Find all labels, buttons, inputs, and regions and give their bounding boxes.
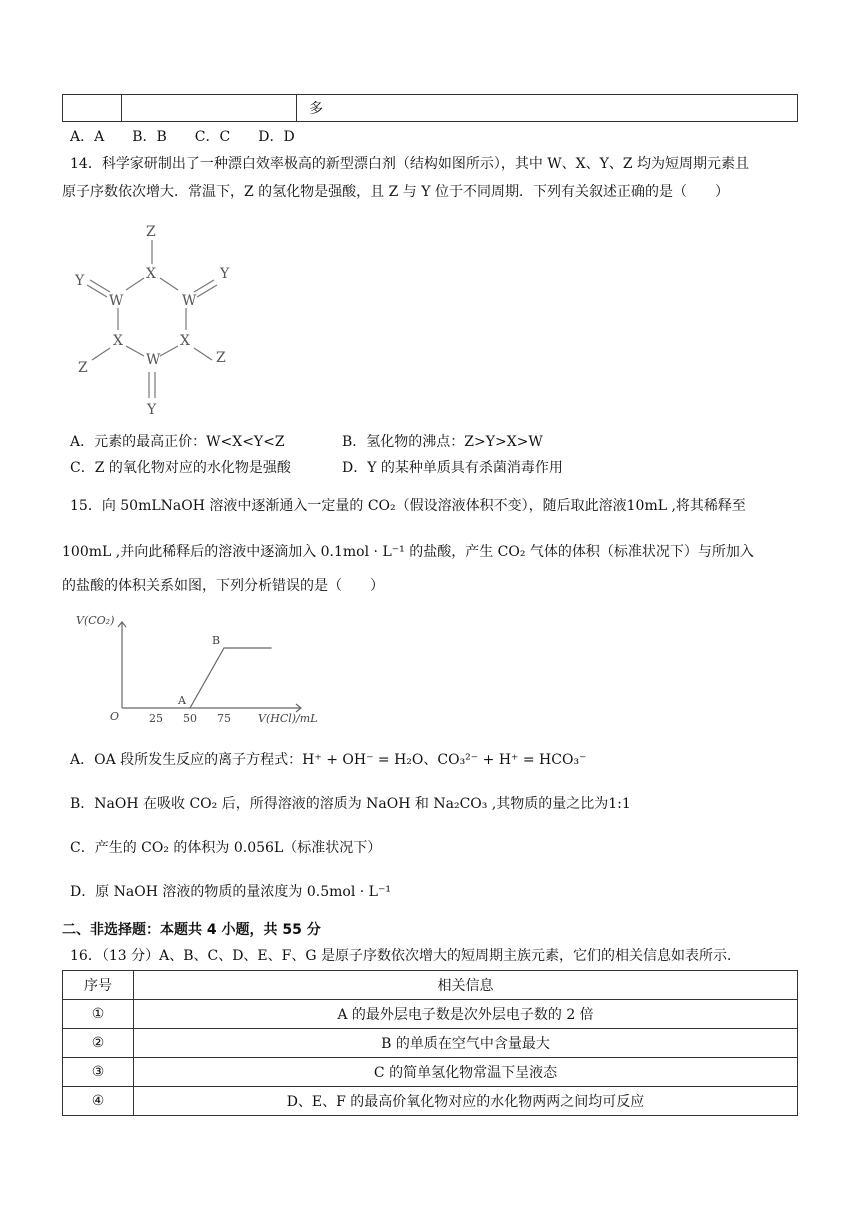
table-header-row: [63, 971, 798, 1000]
q15-line-2: 100mL ,并向此稀释后的溶液中逐滴加入 0.1mol · L⁻¹ 的盐酸，产生 CO₂ 气体的体积（标准状况下）与所加入: [62, 544, 754, 560]
q15-option-d: D．原 NaOH 溶液的物质的量浓度为 0.5mol · L⁻¹: [70, 884, 391, 900]
double-bond: [87, 285, 107, 297]
point-label: A: [178, 694, 186, 707]
bond: [160, 278, 178, 290]
row-number: ①: [63, 1000, 134, 1029]
table-row: [63, 1029, 798, 1058]
row-info: C 的简单氢化物常温下呈液态: [134, 1058, 798, 1087]
column-header: 序号: [63, 971, 134, 1000]
bond: [160, 346, 178, 356]
atom-w: W: [146, 352, 161, 368]
bond: [126, 346, 144, 356]
q14-line-2: 原子序数依次增大．常温下，Z 的氢化物是强酸，且 Z 与 Y 位于不同周期．下列有关叙述正确的是（ ）: [62, 184, 729, 200]
table-cell: [122, 95, 297, 122]
q14-option-c: C．Z 的氧化物对应的水化物是强酸: [70, 460, 291, 476]
table-cell: 多: [297, 95, 798, 122]
co2-volume-chart: [76, 608, 346, 733]
q14-option-b: B．氢化物的沸点：Z>Y>X>W: [342, 434, 543, 450]
x-axis-label: V(HCl)/mL: [258, 712, 318, 725]
row-number: ④: [63, 1087, 134, 1116]
double-bond: [90, 280, 110, 292]
q16-info-table: [62, 970, 798, 1116]
row-info: A 的最外层电子数是次外层电子数的 2 倍: [134, 1000, 798, 1029]
table-row: [63, 95, 798, 122]
double-bond: [197, 285, 217, 297]
bleach-structure-diagram: [62, 212, 252, 422]
series-line: [190, 648, 272, 708]
bond: [92, 348, 110, 360]
table-row: [63, 1058, 798, 1087]
q15-option-c: C．产生的 CO₂ 的体积为 0.056L（标准状况下）: [70, 840, 382, 856]
x-tick-label: 25: [149, 712, 163, 725]
q16-intro: 16．（13 分）A、B、C、D、E、F、G 是原子序数依次增大的短周期主族元素，它们的相关信息如表所示．: [70, 948, 741, 964]
row-number: ③: [63, 1058, 134, 1087]
row-info: B 的单质在空气中含量最大: [134, 1029, 798, 1058]
q14-line-1: 14．科学家研制出了一种漂白效率极高的新型漂白剂（结构如图所示），其中 W、X、Y、Z 均为短周期元素且: [70, 156, 750, 172]
atom-x: X: [180, 333, 190, 349]
table-row: [63, 1087, 798, 1116]
atom-z: Z: [78, 360, 88, 376]
previous-question-table: [62, 94, 798, 122]
y-axis-label: V(CO₂): [76, 614, 115, 627]
section-heading: 二、非选择题：本题共 4 小题，共 55 分: [62, 922, 321, 938]
double-bond: [194, 280, 214, 292]
q14-option-d: D．Y 的某种单质具有杀菌消毒作用: [342, 460, 563, 476]
q13-options: A．A B．B C．C D．D: [70, 129, 295, 145]
row-number: ②: [63, 1029, 134, 1058]
q15-line-3: 的盐酸的体积关系如图，下列分析错误的是（ ）: [62, 578, 384, 594]
point-label: B: [212, 634, 221, 647]
table-row: [63, 1000, 798, 1029]
table-cell: [63, 95, 122, 122]
atom-z: Z: [216, 350, 226, 366]
atom-x: X: [146, 266, 156, 282]
q15-option-a: A．OA 段所发生反应的离子方程式：H⁺ + OH⁻ = H₂O、CO₃²⁻ + H⁺ = HCO₃⁻: [70, 752, 587, 768]
atom-z: Z: [146, 224, 156, 240]
q15-line-1: 15．向 50mLNaOH 溶液中逐渐通入一定量的 CO₂（假设溶液体积不变），随后取此溶液10mL ,将其稀释至: [70, 498, 746, 514]
atom-x: X: [113, 333, 123, 349]
atom-y: Y: [75, 273, 85, 289]
x-tick-label: 75: [217, 712, 231, 725]
row-info: D、E、F 的最高价氧化物对应的水化物两两之间均可反应: [134, 1087, 798, 1116]
atom-w: W: [182, 293, 197, 309]
bond: [126, 278, 144, 290]
x-tick-label: 50: [183, 712, 197, 725]
atom-y: Y: [147, 402, 157, 418]
q14-option-a: A．元素的最高正价：W<X<Y<Z: [70, 434, 285, 450]
atom-w: W: [109, 293, 124, 309]
q15-option-b: B．NaOH 在吸收 CO₂ 后，所得溶液的溶质为 NaOH 和 Na₂CO₃ ,其物质的量之比为1:1: [70, 796, 631, 812]
column-header: 相关信息: [134, 971, 798, 1000]
atom-y: Y: [220, 266, 230, 282]
bond: [194, 348, 212, 360]
origin-label: O: [110, 710, 120, 723]
